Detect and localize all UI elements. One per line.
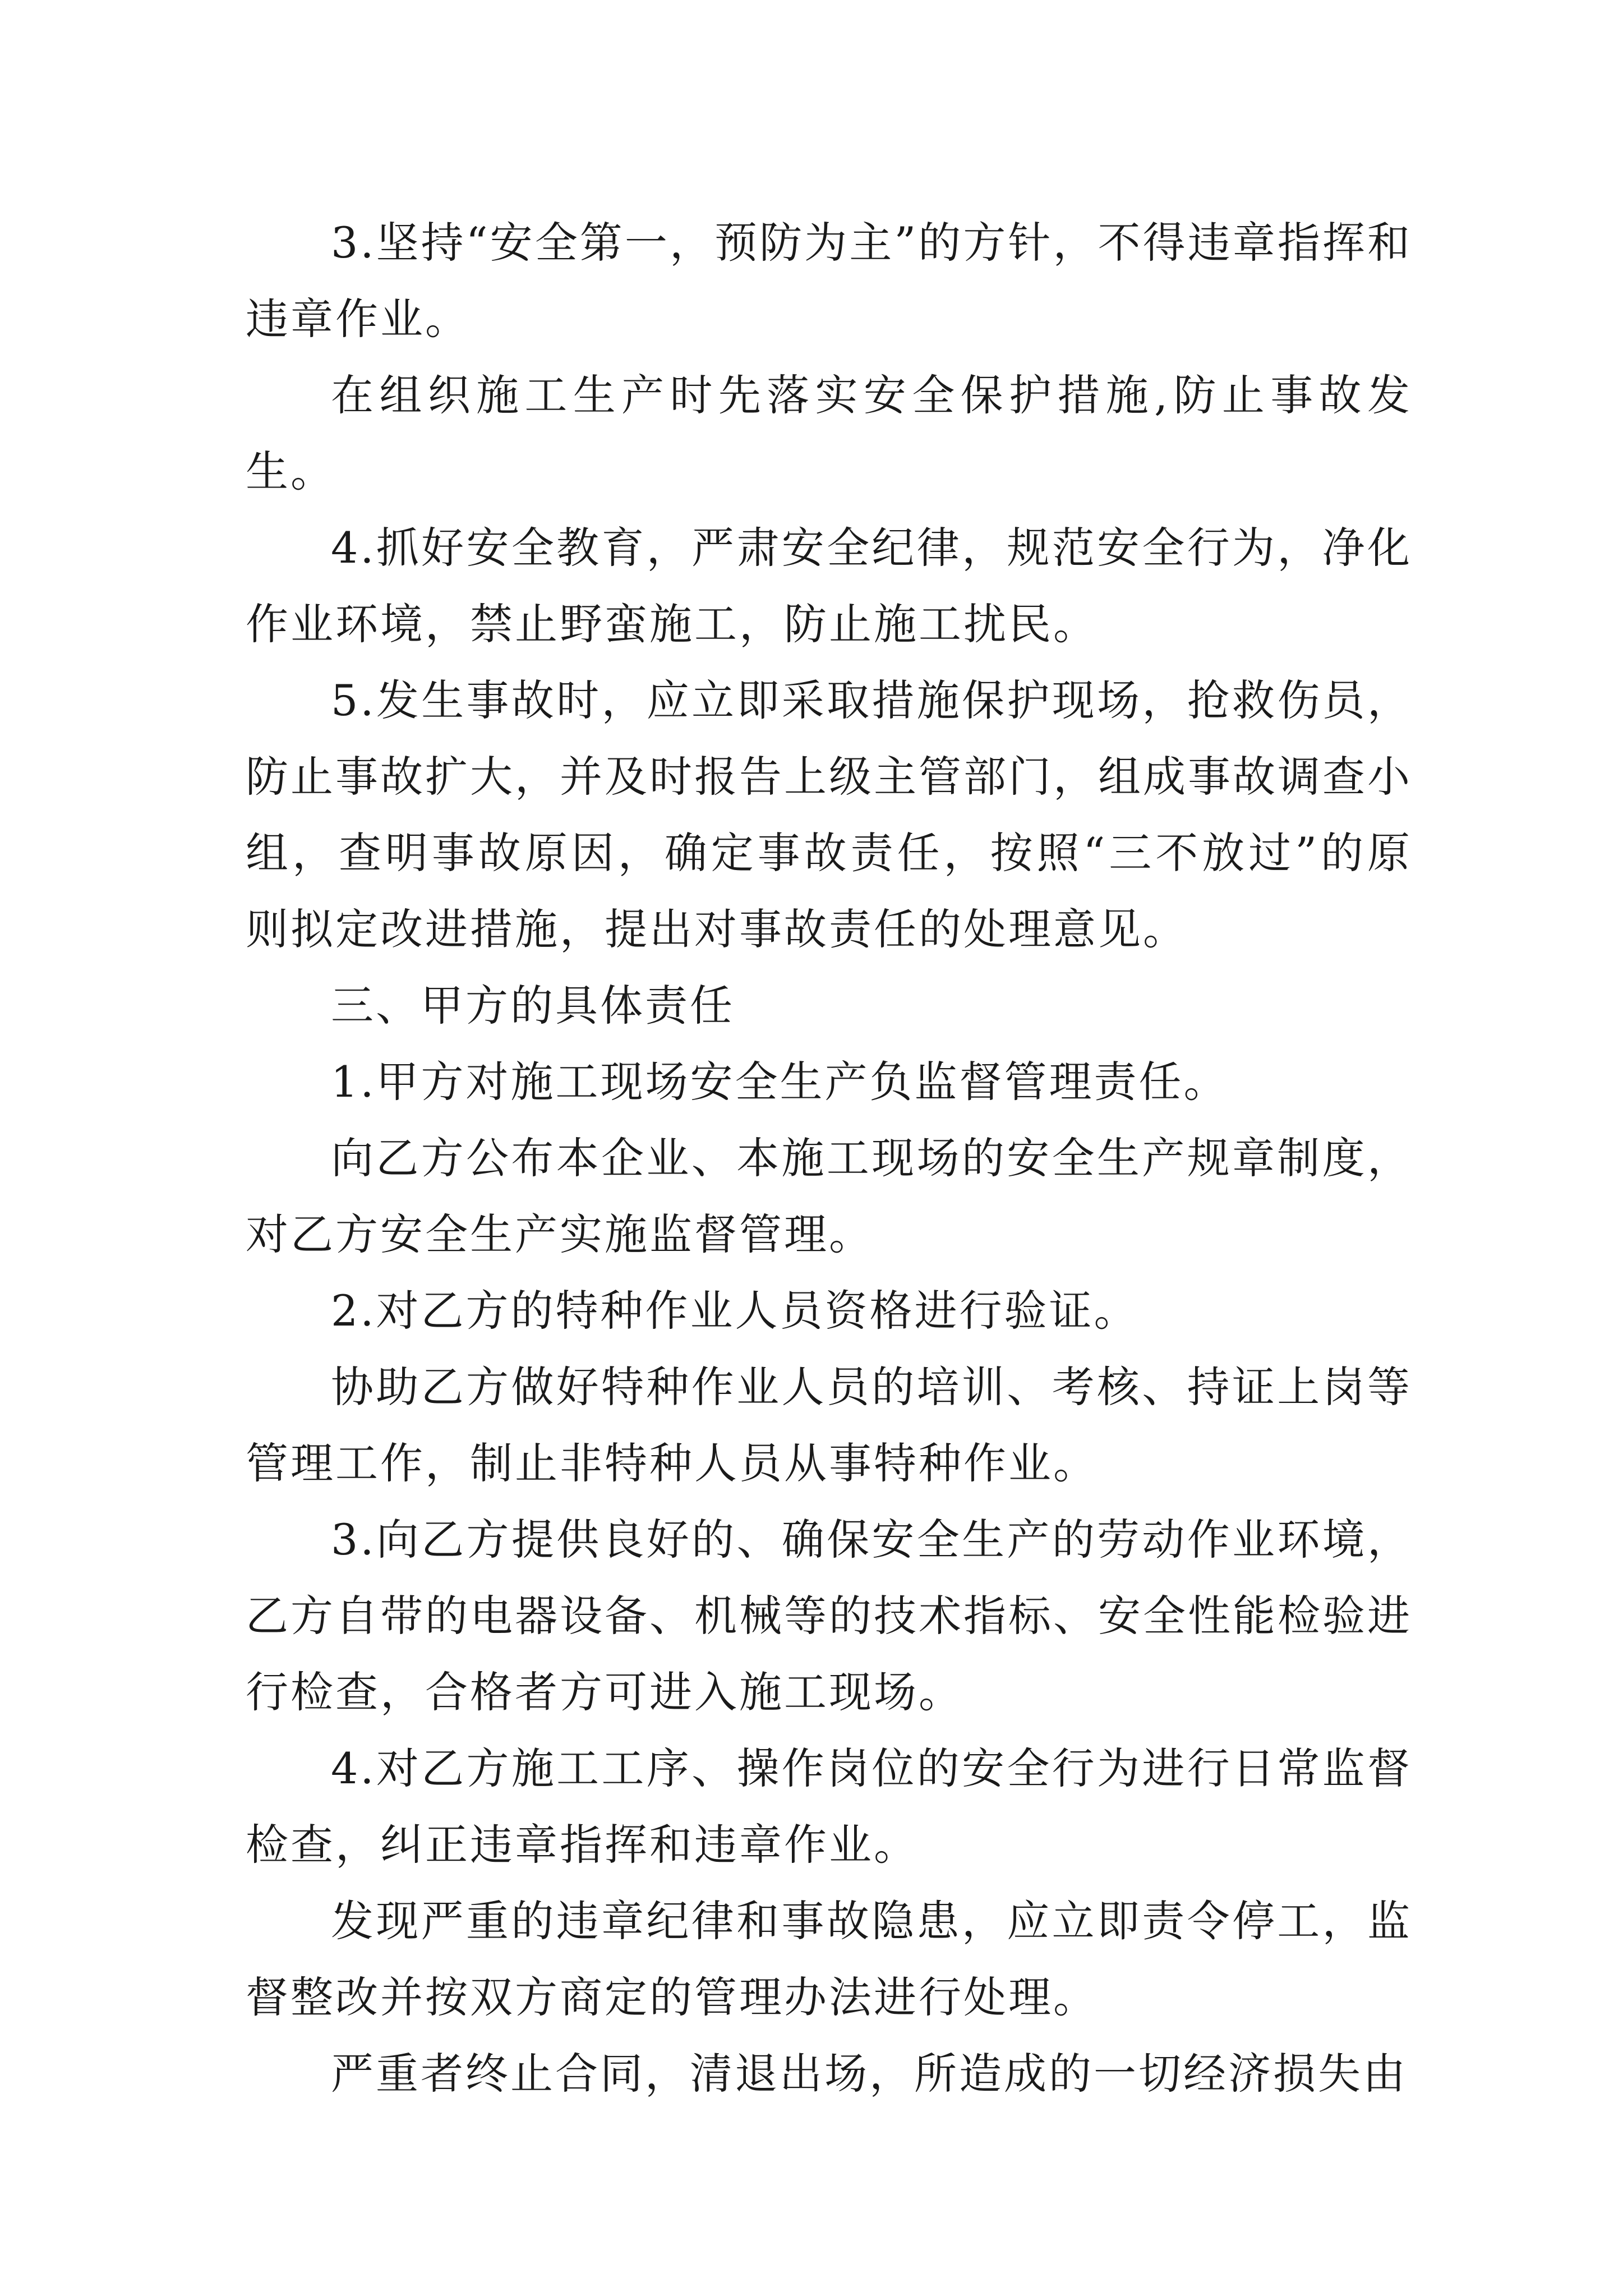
paragraph-a-rule-2-qualification: 2.对乙方的特种作业人员资格进行验证。 [331, 1286, 1139, 1336]
paragraph-a-rule-4-inspection: 4.对乙方施工工序、操作岗位的安全行为进行日常监督检查，纠正违章指挥和违章作业。 [246, 1743, 1412, 1870]
paragraph-assist-training: 协助乙方做好特种作业人员的培训、考核、持证上岗等管理工作，制止非特种人员从事特种作业。 [246, 1362, 1412, 1488]
paragraph-publish-regulations: 向乙方公布本企业、本施工现场的安全生产规章制度，对乙方安全生产实施监督管理。 [246, 1133, 1412, 1259]
paragraph-stop-work: 发现严重的违章纪律和事故隐患，应立即责令停工，监督整改并按双方商定的管理办法进行处理。 [246, 1896, 1412, 2022]
paragraph-a-rule-1-supervision: 1.甲方对施工现场安全生产负监督管理责任。 [331, 1057, 1229, 1107]
paragraph-safety-measures: 在组织施工生产时先落实安全保护措施,防止事故发生。 [246, 370, 1412, 496]
paragraph-a-rule-3-environment: 3.向乙方提供良好的、确保安全生产的劳动作业环境，乙方自带的电器设备、机械等的技术指标、安全性能检验进行检查，合格者方可进入施工现场。 [246, 1515, 1412, 1717]
document-body [246, 205, 1412, 2112]
paragraph-rule-4-safety-education: 4.抓好安全教育，严肃安全纪律，规范安全行为，净化作业环境，禁止野蛮施工，防止施工扰民。 [246, 523, 1412, 649]
paragraph-terminate-contract: 严重者终止合同，清退出场，所造成的一切经济损失由 [331, 2049, 1408, 2099]
section-heading-party-a-responsibilities: 三、甲方的具体责任 [331, 981, 735, 1030]
paragraph-rule-5-accident-handling: 5.发生事故时，应立即采取措施保护现场，抢救伤员，防止事故扩大，并及时报告上级主管部门，组成事故调查小组，查明事故原因，确定事故责任，按照“三不放过”的原则拟定改进措施，提出对事故责任的处理意见。 [246, 675, 1412, 954]
paragraph-rule-3-safety-first: 3.坚持“安全第一，预防为主”的方针，不得违章指挥和违章作业。 [246, 218, 1412, 344]
